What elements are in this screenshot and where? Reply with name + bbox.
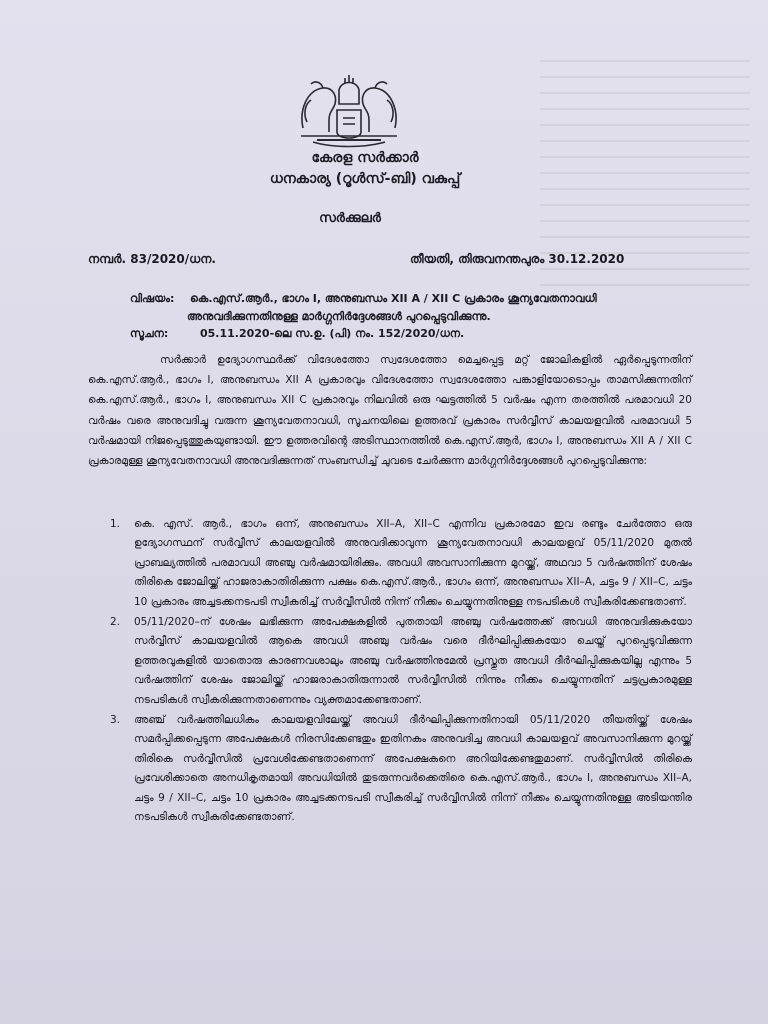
- intro-paragraph: [88, 350, 692, 471]
- subject-line-2: അനുവദിക്കുന്നതിനുള്ള മാർഗ്ഗനിർദ്ദേശങ്ങൾ പുറപ്പെടുവിക്കുന്നു.: [187, 310, 491, 323]
- subject-label: വിഷയം:: [130, 292, 175, 305]
- list-item-text: കെ. എസ്. ആർ., ഭാഗം ഒന്ന്, അനുബന്ധം XII–A, XII–C എന്നിവ പ്രകാരമോ ഇവ രണ്ടും ചേർത്തോ ഒരു ഉദ്യോഗസ്ഥന് സർവ്വീസ് കാലയളവിൽ അനുവദിക്കാവുന്ന ശൂന്യവേതനാവധി കാലയളവ് 05/11/2020 മുതൽ പ്രാബല്യത്തിൽ പരമാവധി അഞ്ചു വർഷമായിരിക്കും. അവധി അവസാനിക്കുന്ന മുറയ്ക്ക്, അഥവാ 5 വർഷത്തിന് ശേഷം തിരികെ ജോലിയ്ക്ക് ഹാജരാകാതിരിക്കുന്ന പക്ഷം കെ.എസ്.ആർ., ഭാഗം ഒന്ന്, അനുബന്ധം XII–A, ചട്ടം 9 / XII–C, ചട്ടം 10 പ്രകാരം അച്ചടക്കനടപടി സ്വീകരിച്ച് സർവ്വീസിൽ നിന്ന് നീക്കം ചെയ്യുന്നതിനുള്ള നടപടികൾ സ്വീകരിക്കേണ്ടതാണ്.: [134, 518, 692, 608]
- government-name: കേരള സർക്കാർ: [311, 150, 419, 166]
- list-item: [110, 711, 692, 827]
- list-item: [110, 613, 692, 710]
- list-item-number: 1.: [110, 518, 121, 530]
- kerala-state-emblem-icon: [293, 70, 405, 150]
- list-item-text: അഞ്ച് വർഷത്തിലധികം കാലയളവിലേയ്ക്ക് അവധി ദീർഘിപ്പിക്കുന്നതിനായി 05/11/2020 തീയതിയ്ക്ക് ശേഷം സമർപ്പിക്കപ്പെടുന്ന അപേക്ഷകൾ നിരസിക്കേണ്ടതും ഇതിനകം അനുവദിച്ച അവധി കാലയളവ് അവസാനിക്കുന്ന മുറയ്ക്ക് തിരികെ സർവ്വീസിൽ പ്രവേശിക്കേണ്ടതാണെന്ന് അപേക്ഷകനെ അറിയിക്കേണ്ടതുമാണ്. സർവ്വീസിൽ തിരികെ പ്രവേശിക്കാതെ അനധികൃതമായി അവധിയിൽ തുടരുന്നവർക്കെതിരെ കെ.എസ്.ആർ., ഭാഗം I, അനുബന്ധം XII–A, ചട്ടം 9 / XII–C, ചട്ടം 10 പ്രകാരം അച്ചടക്കനടപടി സ്വീകരിച്ച് സർവ്വീസിൽ നിന്ന് നീക്കം ചെയ്യുന്നതിനുള്ള അടിയന്തിര നടപടികൾ സ്വീകരിക്കേണ്ടതാണ്.: [134, 714, 692, 824]
- circular-number: നമ്പർ. 83/2020/ധന.: [88, 252, 216, 266]
- subject-block: [130, 290, 690, 326]
- list-item-number: 3.: [110, 714, 121, 727]
- intro-text: സർക്കാർ ഉദ്യോഗസ്ഥർക്ക് വിദേശത്തോ സ്വദേശത്തോ മെച്ചപ്പെട്ട മറ്റ് ജോലികളിൽ ഏർപ്പെടുന്നതിന് കെ.എസ്.ആർ., ഭാഗം I, അനുബന്ധം XII A പ്രകാരവും വിദേശത്തോ സ്വദേശത്തോ പങ്കാളിയോടൊപ്പം താമസിക്കുന്നതിന് കെ.എസ്.ആർ., ഭാഗം I, അനുബന്ധം XII C പ്രകാരവും നിലവിൽ ഒരു ഘട്ടത്തിൽ 5 വർഷം എന്ന തരത്തിൽ പരമാവധി 20 വർഷം വരെ അനുവദിച്ചു വരുന്ന ശൂന്യവേതനാവധി, സൂചനയിലെ ഉത്തരവ് പ്രകാരം സർവ്വീസ് കാലയളവിൽ പരമാവധി 5 വർഷമായി നിജപ്പെടുത്തുകയുണ്ടായി. ഈ ഉത്തരവിന്റെ അടിസ്ഥാനത്തിൽ കെ.എസ്.ആർ, ഭാഗം I, അനുബന്ധം XII A / XII C പ്രകാരമുള്ള ശൂന്യവേതനാവധി അനുവദിക്കുന്നത് സംബന്ധിച്ച് ചുവടെ ചേർക്കുന്ന മാർഗ്ഗനിർദ്ദേശങ്ങൾ പുറപ്പെടുവിക്കുന്നു:: [88, 354, 692, 468]
- subject-line-1: കെ.എസ്.ആർ., ഭാഗം I, അനുബന്ധം XII A / XII C പ്രകാരം ശൂന്യവേതനാവധി: [190, 292, 597, 305]
- circular-date: തീയതി, തിരുവനന്തപുരം 30.12.2020: [410, 252, 625, 266]
- list-item: [110, 515, 692, 612]
- reference-label: സൂചന:: [130, 327, 169, 340]
- document-type-title: സർക്കുലർ: [319, 211, 381, 226]
- department-name: ധനകാര്യ (റൂൾസ്-ബി) വകുപ്പ്: [269, 171, 461, 187]
- list-item-text: 05/11/2020–ന് ശേഷം ലഭിക്കുന്ന അപേക്ഷകളിൽ പുതതായി അഞ്ചു വർഷത്തേക്ക് അവധി അനുവദിക്കുകയോ സർവ്വീസ് കാലയളവിൽ ആകെ അവധി അഞ്ചു വർഷം വരെ ദീർഘിപ്പിക്കുകയോ ചെയ്ത് പുറപ്പെടുവിക്കുന്ന ഉത്തരവുകളിൽ യാതൊരു കാരണവശാലും അഞ്ചു വർഷത്തിനുമേൽ പ്രസ്തുത അവധി ദീർഘിപ്പിക്കുകയില്ല എന്നും 5 വർഷത്തിന് ശേഷം ജോലിയ്ക്ക് ഹാജരാകാതിരുന്നാൽ സർവ്വീസിൽ നിന്നും നീക്കം ചെയ്യുന്നതിന് ചട്ടപ്രകാരമുള്ള നടപടികൾ സ്വീകരിക്കുന്നതാണെന്നും വ്യക്തമാക്കേണ്ടതാണ്.: [134, 616, 692, 706]
- reference-block: [130, 327, 464, 341]
- list-item-number: 2.: [110, 616, 121, 629]
- reference-text: 05.11.2020-ലെ സ.ഉ. (പി) നം. 152/2020/ധന.: [200, 327, 465, 340]
- guideline-list: [110, 515, 692, 829]
